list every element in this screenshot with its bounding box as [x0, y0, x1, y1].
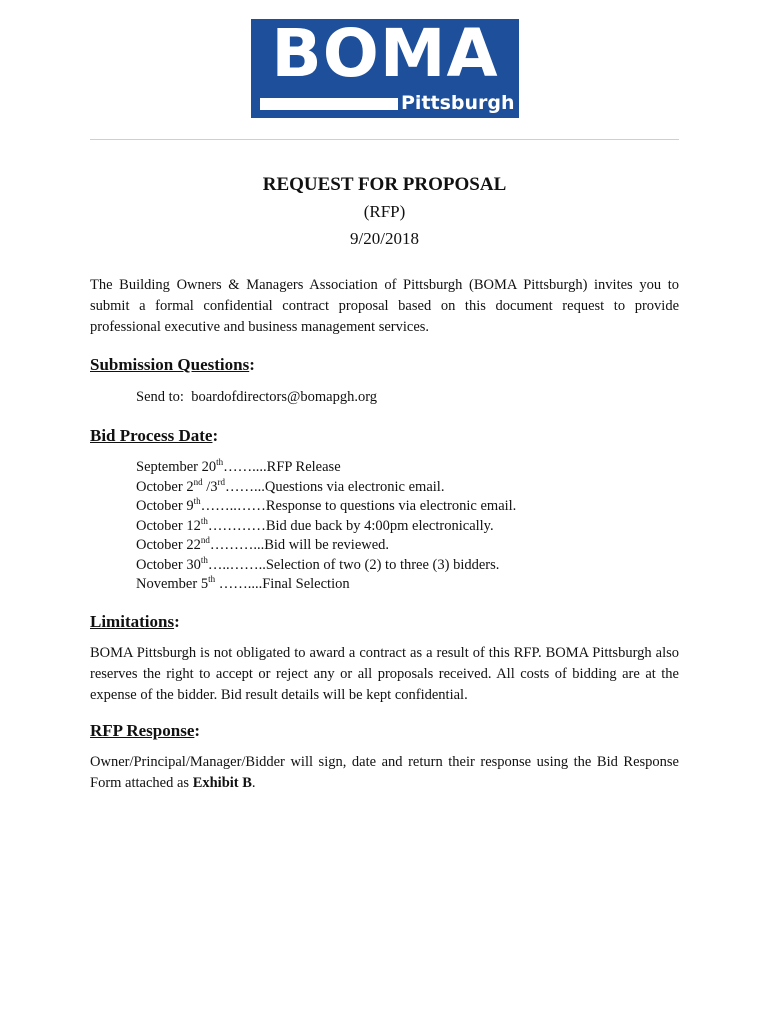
rfp-response-period: . [251, 775, 256, 791]
rfp-response-text: Owner/Principal/Manager/Bidder will sign, date and return their response using the Bid Response Form attached as [90, 754, 679, 791]
schedule-text: Selection of two (2) to three (3) bidders. [265, 556, 500, 573]
schedule-date: October 12 [136, 517, 201, 534]
submission-heading-colon: : [249, 355, 255, 374]
schedule-text: Bid will be reviewed. [264, 537, 390, 553]
schedule-leader: …….... [215, 576, 263, 592]
schedule-leader: ………… [207, 517, 266, 534]
title-block [90, 172, 679, 252]
bid-process-heading-colon: : [212, 426, 219, 445]
exhibit-b-reference: Exhibit B [192, 775, 252, 791]
submission-email: boardofdirectors@bomapgh.org [191, 389, 378, 405]
schedule-date-suffix: th [208, 574, 216, 585]
document-date: 9/20/2018 [350, 229, 419, 248]
rfp-response-heading-text: RFP Response [90, 721, 195, 740]
rfp-response-heading-colon: : [194, 721, 201, 740]
schedule-text: Final Selection [262, 576, 350, 592]
schedule-date: October 9 [136, 498, 194, 514]
schedule-date: September 20 [136, 459, 217, 475]
schedule-date-alt: /3 [202, 478, 218, 495]
schedule-leader: ……... [224, 478, 265, 495]
schedule-date-suffix: th [200, 554, 208, 565]
schedule-date-suffix: nd [193, 476, 203, 487]
schedule-date-suffix: th [200, 515, 208, 526]
limitations-heading-text: Limitations [90, 612, 175, 631]
submission-heading-text: Submission Questions [90, 355, 250, 374]
schedule-leader: …..…….. [207, 556, 266, 573]
schedule-item [136, 497, 636, 517]
limitations-heading [90, 611, 180, 633]
logo-bar [260, 98, 398, 110]
limitations-heading-colon: : [174, 612, 180, 631]
schedule-text: Response to questions via electronic email. [265, 498, 517, 514]
schedule-date-alt-suffix: rd [217, 476, 225, 487]
schedule-date: October 2 [136, 478, 194, 495]
schedule-leader: ……..…… [200, 498, 266, 514]
schedule-item [136, 536, 636, 556]
schedule-text: RFP Release [266, 459, 341, 475]
boma-logo [251, 15, 519, 118]
schedule-date-suffix: th [216, 457, 224, 468]
schedule-item [136, 575, 636, 595]
rfp-response-heading [90, 720, 200, 742]
schedule-item [136, 458, 636, 478]
schedule-date-suffix: nd [200, 535, 210, 546]
intro-paragraph: The Building Owners & Managers Association of Pittsburgh (BOMA Pittsburgh) invites you to submit a formal confidential contract proposal based on this document request to provide professional executive and business management services. [90, 277, 679, 335]
schedule-text: Bid due back by 4:00pm electronically. [265, 517, 494, 534]
document-title: REQUEST FOR PROPOSAL [262, 174, 507, 195]
schedule-date-suffix: th [193, 496, 201, 507]
schedule-date: November 5 [136, 576, 209, 592]
bid-schedule-list [136, 458, 636, 595]
send-to-label: Send to: [136, 389, 184, 405]
schedule-item [136, 478, 636, 498]
schedule-leader: …….... [223, 459, 267, 475]
schedule-item [136, 556, 636, 576]
bid-process-heading-text: Bid Process Date [90, 426, 213, 445]
schedule-date: October 22 [136, 537, 201, 553]
schedule-text: Questions via electronic email. [264, 478, 445, 495]
submission-heading [90, 354, 255, 376]
schedule-item [136, 517, 636, 537]
document-subtitle: (RFP) [363, 202, 406, 221]
logo-wordmark: BOMA [271, 15, 499, 92]
send-to-line [136, 387, 377, 407]
schedule-leader: ………... [209, 537, 265, 553]
limitations-paragraph: BOMA Pittsburgh is not obligated to award a contract as a result of this RFP. BOMA Pittsburgh also reserves the right to accept or reject any or all proposals received. All costs of bidding are at the expense of the bidder. Bid result details will be kept confidential. [90, 645, 679, 703]
bid-process-heading [90, 425, 218, 447]
rfp-response-paragraph [90, 752, 679, 794]
header-divider [90, 139, 679, 140]
schedule-date: October 30 [136, 556, 201, 573]
logo-city: Pittsburgh [401, 92, 515, 114]
